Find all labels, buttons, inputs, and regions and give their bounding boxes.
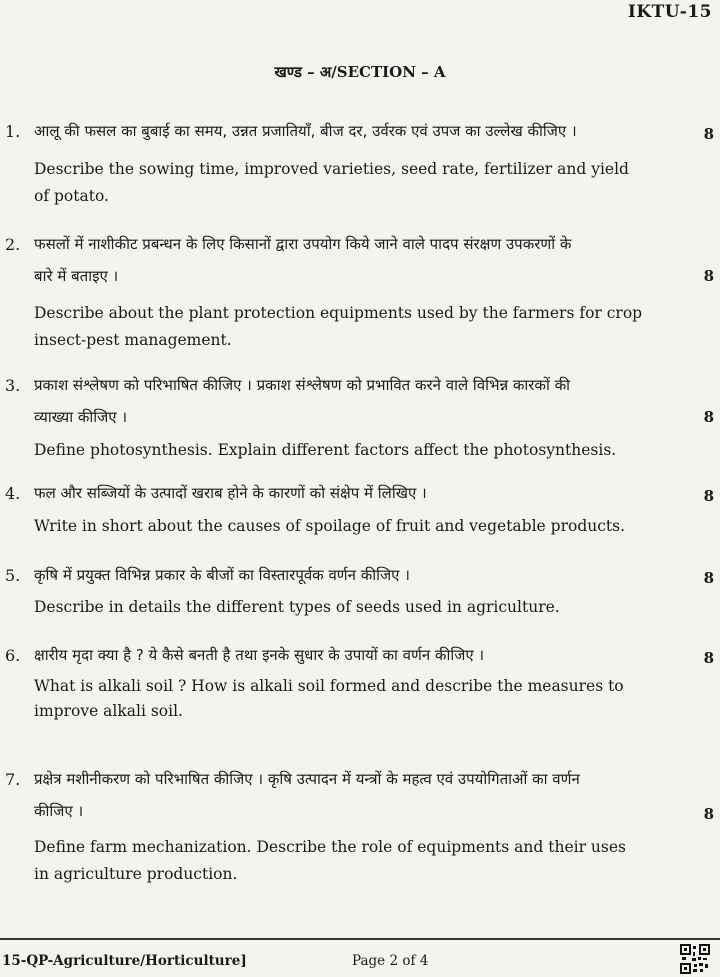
- qr-code-icon: [680, 944, 710, 974]
- question-number: 7.: [5, 770, 21, 789]
- question-hindi: [34, 559, 694, 591]
- question-english: [34, 594, 694, 621]
- english-line: Describe the sowing time, improved varieties, seed rate, fertilizer and yield: [34, 160, 629, 178]
- question-english: [34, 156, 694, 210]
- question-hindi: [34, 763, 694, 827]
- page-number: Page 2 of 4: [352, 953, 429, 969]
- question-english: [34, 834, 694, 888]
- question-number: 4.: [5, 484, 21, 503]
- question-hindi: [34, 477, 694, 509]
- section-title: खण्ड – अ/SECTION – A: [274, 63, 446, 81]
- question-number: 1.: [5, 122, 21, 141]
- english-line: of potato.: [34, 187, 109, 205]
- question-marks: 8: [703, 569, 714, 587]
- question-marks: 8: [703, 487, 714, 505]
- english-line: Describe about the plant protection equipments used by the farmers for crop: [34, 304, 643, 322]
- hindi-line: फल और सब्जियों के उत्पादों खराब होने के कारणों को संक्षेप में लिखिए ।: [34, 484, 427, 502]
- question-marks: 8: [703, 805, 714, 823]
- hindi-line: प्रकाश संश्लेषण को परिभाषित कीजिए । प्रकाश संश्लेषण को प्रभावित करने वाले विभिन्न कारकों की: [34, 376, 571, 394]
- question-number: 5.: [5, 566, 21, 585]
- hindi-line: बारे में बताइए ।: [34, 267, 119, 285]
- question-number: 6.: [5, 646, 21, 665]
- hindi-line: व्याख्या कीजिए ।: [34, 408, 128, 426]
- hindi-line: फसलों में नाशीकीट प्रबन्धन के लिए किसानों द्वारा उपयोग किये जाने वाले पादप संरक्षण उपकरणों के: [34, 235, 572, 253]
- question-number: 3.: [5, 376, 21, 395]
- english-line: Define photosynthesis. Explain different factors affect the photosynthesis.: [34, 441, 617, 459]
- question-marks: 8: [703, 408, 714, 426]
- english-line: What is alkali soil ? How is alkali soil formed and describe the measures to: [34, 677, 624, 695]
- question-marks: 8: [703, 125, 714, 143]
- footer-divider: [0, 938, 720, 940]
- question-english: [34, 674, 694, 724]
- english-line: Describe in details the different types of seeds used in agriculture.: [34, 598, 560, 616]
- question-hindi: [34, 639, 694, 671]
- english-line: insect-pest management.: [34, 331, 232, 349]
- question-hindi: [34, 115, 694, 147]
- paper-code: IKTU-15: [627, 2, 712, 22]
- question-hindi: [34, 228, 694, 292]
- footer-subject: 15-QP-Agriculture/Horticulture]: [2, 953, 247, 969]
- question-english: [34, 300, 694, 354]
- question-english: [34, 513, 694, 540]
- english-line: Write in short about the causes of spoilage of fruit and vegetable products.: [34, 517, 626, 535]
- hindi-line: आलू की फसल का बुबाई का समय, उन्नत प्रजातियाँ, बीज दर, उर्वरक एवं उपज का उल्लेख कीजिए ।: [34, 122, 577, 140]
- question-marks: 8: [703, 649, 714, 667]
- question-english: [34, 437, 694, 464]
- english-line: improve alkali soil.: [34, 702, 183, 720]
- english-line: Define farm mechanization. Describe the role of equipments and their uses: [34, 838, 626, 856]
- hindi-line: क्षारीय मृदा क्या है ? ये कैसे बनती है तथा इनके सुधार के उपायों का वर्णन कीजिए ।: [34, 646, 485, 664]
- question-number: 2.: [5, 235, 21, 254]
- hindi-line: कीजिए ।: [34, 802, 84, 820]
- question-marks: 8: [703, 267, 714, 285]
- hindi-line: प्रक्षेत्र मशीनीकरण को परिभाषित कीजिए । कृषि उत्पादन में यन्त्रों के महत्व एवं उपयोगिताओं का वर्णन: [34, 770, 580, 788]
- hindi-line: कृषि में प्रयुक्त विभिन्न प्रकार के बीजों का विस्तारपूर्वक वर्णन कीजिए ।: [34, 566, 410, 584]
- english-line: in agriculture production.: [34, 865, 238, 883]
- question-hindi: [34, 369, 694, 433]
